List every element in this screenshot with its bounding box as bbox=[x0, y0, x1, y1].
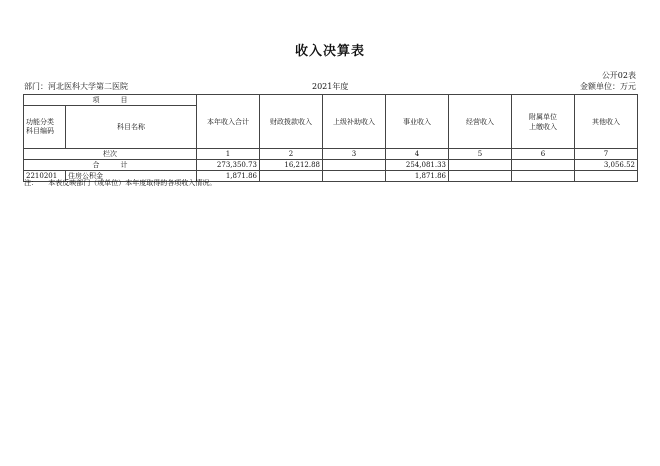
form-number: 公开02表 bbox=[601, 71, 636, 80]
footnote-text: 本表反映部门（或单位）本年度取得的各项收入情况。 bbox=[48, 179, 217, 187]
total-value: 254,081.33 bbox=[386, 160, 449, 171]
header-col-7: 其他收入 bbox=[575, 95, 638, 149]
header-col-1: 本年收入合计 bbox=[197, 95, 260, 149]
header-col-3: 上级补助收入 bbox=[323, 95, 386, 149]
total-value: 3,056.52 bbox=[575, 160, 638, 171]
seq-1: 1 bbox=[197, 149, 260, 160]
row-code: 2210201 bbox=[24, 171, 66, 182]
header-item: 项 目 bbox=[24, 95, 197, 106]
total-value bbox=[449, 160, 512, 171]
seq-7: 7 bbox=[575, 149, 638, 160]
row-value bbox=[449, 171, 512, 182]
seq-3: 3 bbox=[323, 149, 386, 160]
department-label: 部门：河北医科大学第二医院 bbox=[24, 82, 128, 91]
row-value bbox=[260, 171, 323, 182]
header-col-2: 财政拨款收入 bbox=[260, 95, 323, 149]
footnote bbox=[24, 178, 224, 188]
row-name: 住房公积金 bbox=[66, 171, 197, 182]
footnote-label: 注： bbox=[24, 179, 38, 187]
seq-5: 5 bbox=[449, 149, 512, 160]
header-func-code: 功能分类 科目编码 bbox=[24, 106, 66, 149]
seq-6: 6 bbox=[512, 149, 575, 160]
header-subject-name: 科目名称 bbox=[66, 106, 197, 149]
seq-4: 4 bbox=[386, 149, 449, 160]
total-row bbox=[24, 160, 638, 171]
total-value bbox=[323, 160, 386, 171]
row-value: 1,871.86 bbox=[386, 171, 449, 182]
seq-2: 2 bbox=[260, 149, 323, 160]
total-value: 16,212.88 bbox=[260, 160, 323, 171]
total-label: 合 计 bbox=[24, 160, 197, 171]
report-title: 收入决算表 bbox=[294, 44, 365, 59]
total-value: 273,350.73 bbox=[197, 160, 260, 171]
row-value bbox=[323, 171, 386, 182]
income-final-accounts-table bbox=[23, 94, 638, 182]
header-col-4: 事业收入 bbox=[386, 95, 449, 149]
header-col-6: 附属单位 上缴收入 bbox=[512, 95, 575, 149]
row-value bbox=[512, 171, 575, 182]
fiscal-year: 2021年度 bbox=[312, 82, 349, 91]
row-value bbox=[575, 171, 638, 182]
seq-label: 栏次 bbox=[24, 149, 197, 160]
amount-unit: 金额单位：万元 bbox=[580, 82, 636, 91]
header-col-5: 经营收入 bbox=[449, 95, 512, 149]
row-value: 1,871.86 bbox=[197, 171, 260, 182]
total-value bbox=[512, 160, 575, 171]
